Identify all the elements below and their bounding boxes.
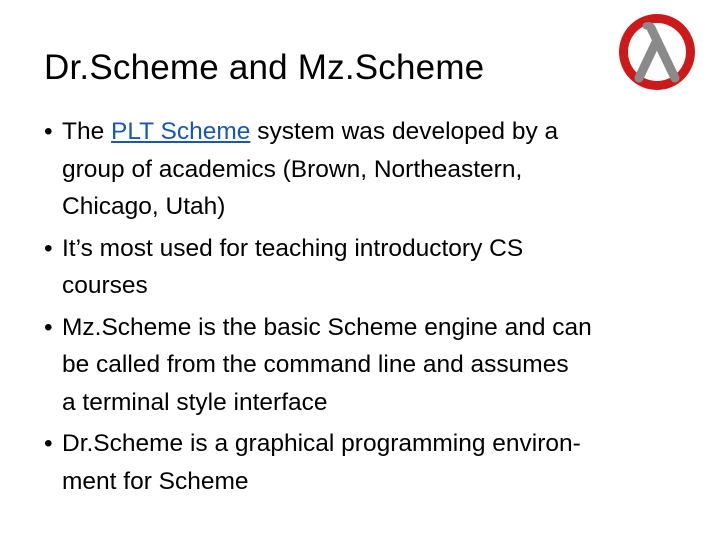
plt-lambda-logo-icon (617, 12, 697, 92)
bullet-icon: • (44, 313, 53, 341)
plt-scheme-link[interactable]: PLT Scheme (111, 118, 251, 145)
bullet-item-mzscheme (44, 309, 684, 422)
bullet-text: Dr.Scheme is a graphical programming environ- ment for Scheme (62, 430, 581, 495)
bullet-icon: • (44, 430, 53, 457)
bullet-icon: • (44, 118, 53, 145)
bullet-item-drscheme (44, 425, 684, 500)
slide-title: Dr.Scheme and Mz.Scheme (44, 48, 485, 87)
bullet-text-after-link: system was developed by a group of academics (Brown, Northeastern, Chicago, Utah) (62, 118, 559, 220)
bullet-list (44, 113, 684, 504)
bullet-text-before-link: The (62, 118, 112, 145)
bullet-icon: • (44, 234, 53, 262)
bullet-text: Mz.Scheme is the basic Scheme engine and can be called from the command line and assumes a terminal style interface (62, 313, 592, 416)
bullet-item-plt-scheme (44, 113, 684, 226)
bullet-text (62, 113, 684, 226)
bullet-text: It’s most used for teaching introductory CS courses (62, 234, 524, 299)
bullet-item-teaching (44, 230, 684, 305)
